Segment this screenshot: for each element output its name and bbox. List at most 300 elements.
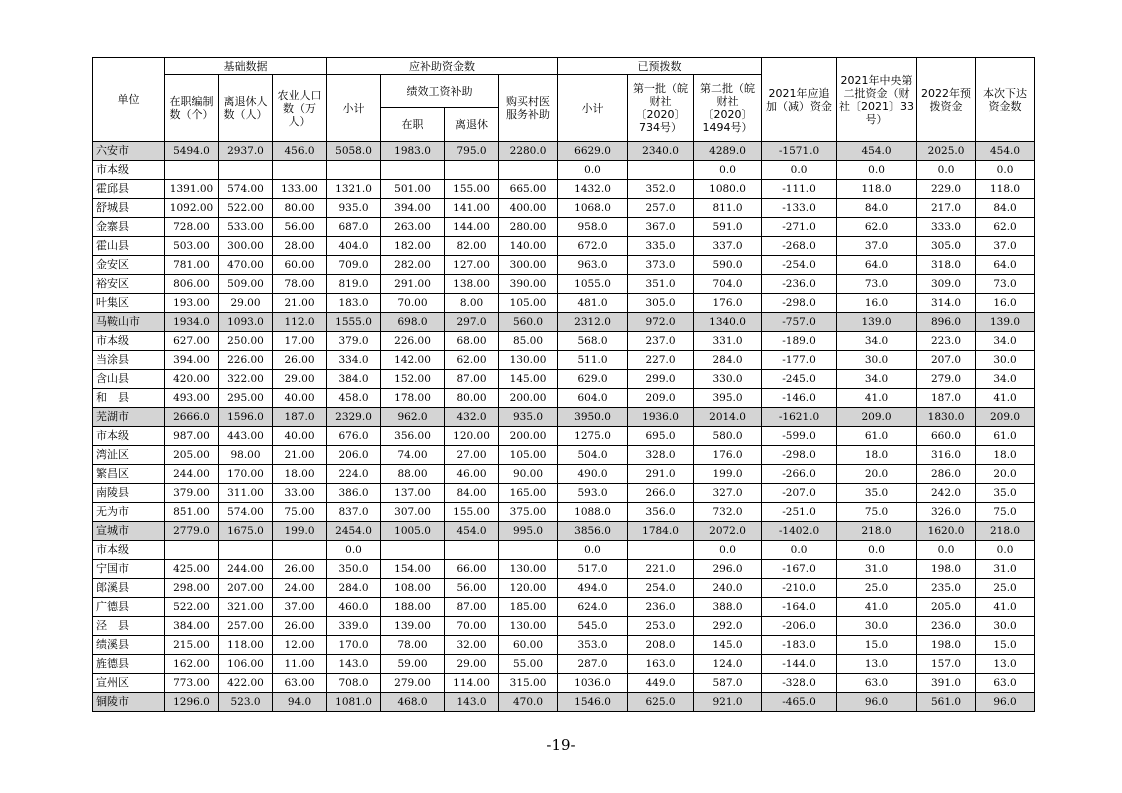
cell-value: 533.00 bbox=[219, 218, 273, 237]
cell-value: 5494.0 bbox=[165, 142, 219, 161]
table-row-city bbox=[93, 408, 1035, 427]
table-row-city bbox=[93, 693, 1035, 712]
cell-value: 284.0 bbox=[694, 351, 762, 370]
cell-value: 84.0 bbox=[976, 199, 1035, 218]
cell-value: 1830.0 bbox=[917, 408, 976, 427]
cell-value: 170.00 bbox=[219, 465, 273, 484]
cell-value: 291.0 bbox=[628, 465, 694, 484]
cell-value: 318.0 bbox=[917, 256, 976, 275]
cell-value: 254.0 bbox=[628, 579, 694, 598]
group-subsidy: 应补助资金数 bbox=[327, 58, 558, 75]
cell-value: 198.0 bbox=[917, 636, 976, 655]
cell-value: 574.00 bbox=[219, 180, 273, 199]
cell-value: 80.00 bbox=[273, 199, 327, 218]
cell-value: -177.0 bbox=[762, 351, 837, 370]
cell-value: 316.0 bbox=[917, 446, 976, 465]
cell-value: 676.0 bbox=[327, 427, 381, 446]
cell-value: 935.0 bbox=[499, 408, 558, 427]
cell-unit: 宣州区 bbox=[93, 674, 165, 693]
cell-value: 63.00 bbox=[273, 674, 327, 693]
cell-value: 625.0 bbox=[628, 693, 694, 712]
table-row bbox=[93, 655, 1035, 674]
cell-value: 64.0 bbox=[976, 256, 1035, 275]
page-number: -19- bbox=[546, 736, 576, 754]
cell-value: 298.00 bbox=[165, 579, 219, 598]
cell-unit: 叶集区 bbox=[93, 294, 165, 313]
cell-value: 460.0 bbox=[327, 598, 381, 617]
cell-value: 16.0 bbox=[837, 294, 917, 313]
cell-value: 3856.0 bbox=[558, 522, 628, 541]
cell-value: 384.00 bbox=[165, 617, 219, 636]
cell-value: 311.00 bbox=[219, 484, 273, 503]
cell-value: 1596.0 bbox=[219, 408, 273, 427]
cell-value: 386.0 bbox=[327, 484, 381, 503]
cell-value: 545.0 bbox=[558, 617, 628, 636]
cell-value: 40.00 bbox=[273, 389, 327, 408]
cell-value: 143.0 bbox=[445, 693, 499, 712]
cell-value: 240.0 bbox=[694, 579, 762, 598]
cell-value: 335.0 bbox=[628, 237, 694, 256]
cell-value: 328.0 bbox=[628, 446, 694, 465]
cell-value: 3950.0 bbox=[558, 408, 628, 427]
cell-value: 0.0 bbox=[837, 161, 917, 180]
col-retirees: 离退休人数（人） bbox=[219, 75, 273, 142]
cell-value bbox=[445, 161, 499, 180]
table-row bbox=[93, 180, 1035, 199]
cell-value: 96.0 bbox=[837, 693, 917, 712]
cell-value: 624.0 bbox=[558, 598, 628, 617]
cell-value: 75.00 bbox=[273, 503, 327, 522]
cell-value: 1081.0 bbox=[327, 693, 381, 712]
table-row-city bbox=[93, 142, 1035, 161]
table-row bbox=[93, 256, 1035, 275]
cell-value: 1036.0 bbox=[558, 674, 628, 693]
cell-value: 85.00 bbox=[499, 332, 558, 351]
cell-value: 935.0 bbox=[327, 199, 381, 218]
cell-value: 237.0 bbox=[628, 332, 694, 351]
cell-value: -245.0 bbox=[762, 370, 837, 389]
cell-value: 74.00 bbox=[381, 446, 445, 465]
cell-value: 561.0 bbox=[917, 693, 976, 712]
cell-value: 0.0 bbox=[917, 161, 976, 180]
cell-value: 1055.0 bbox=[558, 275, 628, 294]
cell-value: 995.0 bbox=[499, 522, 558, 541]
cell-value: 672.0 bbox=[558, 237, 628, 256]
table-body bbox=[93, 142, 1035, 712]
cell-value: -271.0 bbox=[762, 218, 837, 237]
cell-value: 199.0 bbox=[273, 522, 327, 541]
cell-value: 114.00 bbox=[445, 674, 499, 693]
cell-value: 305.0 bbox=[917, 237, 976, 256]
cell-value: 73.0 bbox=[837, 275, 917, 294]
cell-value: 185.00 bbox=[499, 598, 558, 617]
cell-value: 665.00 bbox=[499, 180, 558, 199]
cell-unit: 市本级 bbox=[93, 161, 165, 180]
cell-value: 41.0 bbox=[837, 598, 917, 617]
cell-value: 21.00 bbox=[273, 294, 327, 313]
cell-value: 118.00 bbox=[219, 636, 273, 655]
cell-value: 454.0 bbox=[837, 142, 917, 161]
cell-value: 143.0 bbox=[327, 655, 381, 674]
cell-value: 773.00 bbox=[165, 674, 219, 693]
cell-value: 1296.0 bbox=[165, 693, 219, 712]
cell-value: 90.00 bbox=[499, 465, 558, 484]
cell-unit: 金寨县 bbox=[93, 218, 165, 237]
cell-value: 8.00 bbox=[445, 294, 499, 313]
cell-value: 781.00 bbox=[165, 256, 219, 275]
cell-value: 806.00 bbox=[165, 275, 219, 294]
cell-value: 327.0 bbox=[694, 484, 762, 503]
cell-value: 133.00 bbox=[273, 180, 327, 199]
cell-value: 5058.0 bbox=[327, 142, 381, 161]
cell-value: 15.0 bbox=[976, 636, 1035, 655]
cell-value: -1571.0 bbox=[762, 142, 837, 161]
cell-value: 124.0 bbox=[694, 655, 762, 674]
cell-value: 30.0 bbox=[837, 617, 917, 636]
cell-value: 425.00 bbox=[165, 560, 219, 579]
col-subtotal-subsidy: 小计 bbox=[327, 75, 381, 142]
col-adjust-2021: 2021年应追加（减）资金 bbox=[762, 58, 837, 142]
cell-value: 98.00 bbox=[219, 446, 273, 465]
col-retired: 离退休 bbox=[445, 108, 499, 142]
cell-value: 78.00 bbox=[273, 275, 327, 294]
cell-value: -268.0 bbox=[762, 237, 837, 256]
cell-value: 112.0 bbox=[273, 313, 327, 332]
cell-value: 207.00 bbox=[219, 579, 273, 598]
table-row bbox=[93, 598, 1035, 617]
cell-value: 322.00 bbox=[219, 370, 273, 389]
cell-value: 200.00 bbox=[499, 427, 558, 446]
cell-value: 470.00 bbox=[219, 256, 273, 275]
cell-value: 61.0 bbox=[837, 427, 917, 446]
cell-value: 46.00 bbox=[445, 465, 499, 484]
cell-value: 331.0 bbox=[694, 332, 762, 351]
cell-value: 851.00 bbox=[165, 503, 219, 522]
cell-unit: 六安市 bbox=[93, 142, 165, 161]
cell-value: 629.0 bbox=[558, 370, 628, 389]
cell-value: 18.0 bbox=[976, 446, 1035, 465]
cell-value: 379.0 bbox=[327, 332, 381, 351]
cell-value: 503.00 bbox=[165, 237, 219, 256]
cell-value: 350.0 bbox=[327, 560, 381, 579]
cell-value: 390.00 bbox=[499, 275, 558, 294]
cell-value: 162.00 bbox=[165, 655, 219, 674]
cell-value: 282.00 bbox=[381, 256, 445, 275]
cell-value: 187.0 bbox=[273, 408, 327, 427]
cell-value: 157.0 bbox=[917, 655, 976, 674]
group-allocated: 已预拨数 bbox=[558, 58, 762, 75]
cell-value: 25.0 bbox=[837, 579, 917, 598]
cell-value: -328.0 bbox=[762, 674, 837, 693]
cell-value: 299.0 bbox=[628, 370, 694, 389]
cell-value: 2072.0 bbox=[694, 522, 762, 541]
table-row bbox=[93, 484, 1035, 503]
cell-value: 139.0 bbox=[837, 313, 917, 332]
cell-unit: 南陵县 bbox=[93, 484, 165, 503]
cell-value bbox=[165, 541, 219, 560]
cell-value: -146.0 bbox=[762, 389, 837, 408]
cell-unit: 无为市 bbox=[93, 503, 165, 522]
cell-value: 709.0 bbox=[327, 256, 381, 275]
cell-value: 292.0 bbox=[694, 617, 762, 636]
cell-value: 811.0 bbox=[694, 199, 762, 218]
cell-value: 339.0 bbox=[327, 617, 381, 636]
cell-value: 704.0 bbox=[694, 275, 762, 294]
cell-value: 493.00 bbox=[165, 389, 219, 408]
cell-value: 367.0 bbox=[628, 218, 694, 237]
cell-value: 958.0 bbox=[558, 218, 628, 237]
cell-value: -236.0 bbox=[762, 275, 837, 294]
cell-value bbox=[499, 541, 558, 560]
cell-value: 394.00 bbox=[381, 199, 445, 218]
cell-value: 118.0 bbox=[837, 180, 917, 199]
cell-value: 242.0 bbox=[917, 484, 976, 503]
cell-unit: 含山县 bbox=[93, 370, 165, 389]
cell-value: 244.00 bbox=[219, 560, 273, 579]
cell-value: 6629.0 bbox=[558, 142, 628, 161]
cell-value: 178.00 bbox=[381, 389, 445, 408]
cell-unit: 市本级 bbox=[93, 332, 165, 351]
cell-value: 130.00 bbox=[499, 617, 558, 636]
col-central-2021: 2021年中央第二批资金（财社〔2021〕33号） bbox=[837, 58, 917, 142]
cell-value: 574.00 bbox=[219, 503, 273, 522]
cell-value: 698.0 bbox=[381, 313, 445, 332]
cell-value: 1675.0 bbox=[219, 522, 273, 541]
cell-value: 17.00 bbox=[273, 332, 327, 351]
cell-unit: 铜陵市 bbox=[93, 693, 165, 712]
table-row bbox=[93, 636, 1035, 655]
cell-value: 449.0 bbox=[628, 674, 694, 693]
cell-value: 218.0 bbox=[837, 522, 917, 541]
cell-value: 37.0 bbox=[976, 237, 1035, 256]
table-row bbox=[93, 560, 1035, 579]
table-row bbox=[93, 199, 1035, 218]
cell-value: 145.00 bbox=[499, 370, 558, 389]
cell-value: 1784.0 bbox=[628, 522, 694, 541]
cell-value: 388.0 bbox=[694, 598, 762, 617]
cell-value: 504.0 bbox=[558, 446, 628, 465]
cell-value: 522.00 bbox=[165, 598, 219, 617]
cell-value: 523.0 bbox=[219, 693, 273, 712]
cell-value: 137.00 bbox=[381, 484, 445, 503]
cell-value: 41.0 bbox=[976, 598, 1035, 617]
table-row bbox=[93, 579, 1035, 598]
cell-value: 356.00 bbox=[381, 427, 445, 446]
cell-value: 24.00 bbox=[273, 579, 327, 598]
cell-value: 420.00 bbox=[165, 370, 219, 389]
cell-value: 1432.0 bbox=[558, 180, 628, 199]
cell-value: 163.0 bbox=[628, 655, 694, 674]
cell-value: 34.0 bbox=[837, 370, 917, 389]
cell-value: 522.00 bbox=[219, 199, 273, 218]
cell-value: 1321.0 bbox=[327, 180, 381, 199]
cell-value: 2340.0 bbox=[628, 142, 694, 161]
cell-unit: 当涂县 bbox=[93, 351, 165, 370]
cell-value: 29.00 bbox=[219, 294, 273, 313]
cell-value: 454.0 bbox=[976, 142, 1035, 161]
cell-value: 87.00 bbox=[445, 370, 499, 389]
cell-value: 511.0 bbox=[558, 351, 628, 370]
cell-value bbox=[273, 161, 327, 180]
cell-value: 105.00 bbox=[499, 294, 558, 313]
cell-value: -254.0 bbox=[762, 256, 837, 275]
cell-value: 1080.0 bbox=[694, 180, 762, 199]
cell-value: 0.0 bbox=[327, 541, 381, 560]
cell-value: 29.00 bbox=[273, 370, 327, 389]
cell-value: 356.0 bbox=[628, 503, 694, 522]
cell-value: 139.0 bbox=[976, 313, 1035, 332]
cell-value: 443.00 bbox=[219, 427, 273, 446]
cell-value: 494.0 bbox=[558, 579, 628, 598]
cell-value: 13.0 bbox=[837, 655, 917, 674]
cell-value: 37.0 bbox=[837, 237, 917, 256]
cell-value: 29.00 bbox=[445, 655, 499, 674]
cell-value bbox=[219, 161, 273, 180]
cell-value: 1934.0 bbox=[165, 313, 219, 332]
cell-value: 70.00 bbox=[445, 617, 499, 636]
cell-value: 1005.0 bbox=[381, 522, 445, 541]
cell-value: 18.0 bbox=[837, 446, 917, 465]
cell-value: 481.0 bbox=[558, 294, 628, 313]
cell-value: 20.0 bbox=[976, 465, 1035, 484]
cell-value: 560.0 bbox=[499, 313, 558, 332]
cell-value: 580.0 bbox=[694, 427, 762, 446]
cell-value: -251.0 bbox=[762, 503, 837, 522]
cell-value: 55.00 bbox=[499, 655, 558, 674]
cell-value: -111.0 bbox=[762, 180, 837, 199]
cell-value: -1402.0 bbox=[762, 522, 837, 541]
table-header bbox=[93, 58, 1035, 142]
cell-value: 142.00 bbox=[381, 351, 445, 370]
cell-value: 1936.0 bbox=[628, 408, 694, 427]
table-row bbox=[93, 617, 1035, 636]
cell-value: 141.00 bbox=[445, 199, 499, 218]
cell-value: 2666.0 bbox=[165, 408, 219, 427]
cell-value: 145.0 bbox=[694, 636, 762, 655]
table-row bbox=[93, 161, 1035, 180]
cell-unit: 市本级 bbox=[93, 427, 165, 446]
cell-value: 568.0 bbox=[558, 332, 628, 351]
cell-value: 379.00 bbox=[165, 484, 219, 503]
cell-value: 330.0 bbox=[694, 370, 762, 389]
cell-value: 375.00 bbox=[499, 503, 558, 522]
cell-value: 0.0 bbox=[837, 541, 917, 560]
cell-value: 321.00 bbox=[219, 598, 273, 617]
cell-value: 2454.0 bbox=[327, 522, 381, 541]
cell-value: 250.00 bbox=[219, 332, 273, 351]
cell-value: 0.0 bbox=[558, 541, 628, 560]
cell-value: 61.0 bbox=[976, 427, 1035, 446]
cell-value: 138.00 bbox=[445, 275, 499, 294]
cell-value: 56.00 bbox=[273, 218, 327, 237]
col-staff: 在职编制数（个） bbox=[165, 75, 219, 142]
col-subtotal-allocated: 小计 bbox=[558, 75, 628, 142]
cell-value: 63.0 bbox=[837, 674, 917, 693]
cell-value: 207.0 bbox=[917, 351, 976, 370]
cell-value: 1340.0 bbox=[694, 313, 762, 332]
cell-value: 31.0 bbox=[837, 560, 917, 579]
cell-value: 227.0 bbox=[628, 351, 694, 370]
table-row bbox=[93, 503, 1035, 522]
cell-value: 263.00 bbox=[381, 218, 445, 237]
cell-value: 200.00 bbox=[499, 389, 558, 408]
cell-unit: 泾 县 bbox=[93, 617, 165, 636]
table-row bbox=[93, 446, 1035, 465]
cell-value: 62.00 bbox=[445, 351, 499, 370]
cell-value: -266.0 bbox=[762, 465, 837, 484]
cell-value: 60.00 bbox=[273, 256, 327, 275]
cell-unit: 湾沚区 bbox=[93, 446, 165, 465]
cell-value: -298.0 bbox=[762, 446, 837, 465]
cell-value: 120.00 bbox=[499, 579, 558, 598]
cell-value: 1620.0 bbox=[917, 522, 976, 541]
cell-unit: 宣城市 bbox=[93, 522, 165, 541]
cell-value: 291.00 bbox=[381, 275, 445, 294]
cell-unit: 市本级 bbox=[93, 541, 165, 560]
cell-value: 206.0 bbox=[327, 446, 381, 465]
cell-value bbox=[445, 541, 499, 560]
cell-value: 593.0 bbox=[558, 484, 628, 503]
cell-value: 819.0 bbox=[327, 275, 381, 294]
cell-value bbox=[273, 541, 327, 560]
cell-value: 0.0 bbox=[976, 161, 1035, 180]
cell-value: 40.00 bbox=[273, 427, 327, 446]
cell-value: 315.00 bbox=[499, 674, 558, 693]
cell-value: 209.0 bbox=[628, 389, 694, 408]
cell-value: 286.0 bbox=[917, 465, 976, 484]
cell-value: 296.0 bbox=[694, 560, 762, 579]
cell-value: 627.00 bbox=[165, 332, 219, 351]
cell-value: 587.0 bbox=[694, 674, 762, 693]
cell-value: 2329.0 bbox=[327, 408, 381, 427]
cell-value: 155.00 bbox=[445, 503, 499, 522]
table-row bbox=[93, 427, 1035, 446]
cell-value: 307.00 bbox=[381, 503, 445, 522]
cell-value: 31.0 bbox=[976, 560, 1035, 579]
cell-value: -599.0 bbox=[762, 427, 837, 446]
cell-value: 176.0 bbox=[694, 294, 762, 313]
cell-value: 16.0 bbox=[976, 294, 1035, 313]
cell-value: 728.00 bbox=[165, 218, 219, 237]
cell-value: 2779.0 bbox=[165, 522, 219, 541]
cell-value: 334.0 bbox=[327, 351, 381, 370]
cell-value: 88.00 bbox=[381, 465, 445, 484]
cell-value bbox=[219, 541, 273, 560]
cell-value: 18.00 bbox=[273, 465, 327, 484]
cell-value: 509.00 bbox=[219, 275, 273, 294]
cell-value: 501.00 bbox=[381, 180, 445, 199]
cell-value: 209.0 bbox=[976, 408, 1035, 427]
cell-value: 30.0 bbox=[837, 351, 917, 370]
cell-value: 0.0 bbox=[976, 541, 1035, 560]
cell-value: 1092.00 bbox=[165, 199, 219, 218]
cell-value: 70.00 bbox=[381, 294, 445, 313]
cell-value: 130.00 bbox=[499, 560, 558, 579]
cell-value: 66.00 bbox=[445, 560, 499, 579]
col-unit: 单位 bbox=[93, 58, 165, 142]
cell-unit: 宁国市 bbox=[93, 560, 165, 579]
cell-value: 4289.0 bbox=[694, 142, 762, 161]
cell-value: 62.0 bbox=[976, 218, 1035, 237]
cell-value: 297.0 bbox=[445, 313, 499, 332]
cell-value: 280.00 bbox=[499, 218, 558, 237]
cell-value: 41.0 bbox=[837, 389, 917, 408]
col-batch-1: 第一批（皖财社〔2020〕734号） bbox=[628, 75, 694, 142]
cell-value: 962.0 bbox=[381, 408, 445, 427]
cell-value: 963.0 bbox=[558, 256, 628, 275]
cell-value: 2937.0 bbox=[219, 142, 273, 161]
cell-value: 266.0 bbox=[628, 484, 694, 503]
